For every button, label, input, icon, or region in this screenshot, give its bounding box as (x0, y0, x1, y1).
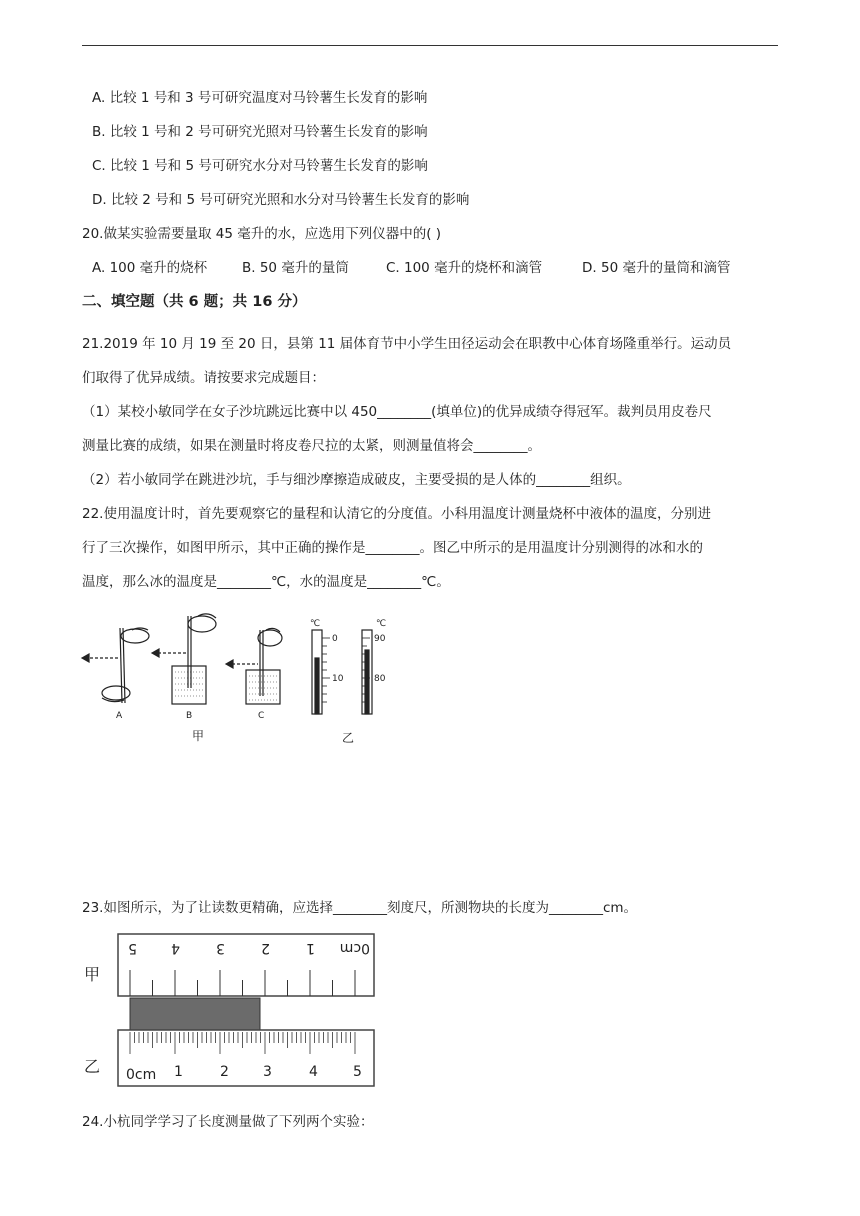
q20-option-a: A. 100 毫升的烧杯 (92, 260, 208, 276)
ruler-label-jia: 甲 (84, 965, 101, 984)
unit-c-right: ℃ (376, 619, 387, 629)
q20-options (92, 258, 772, 278)
operation-c (226, 628, 282, 704)
section-heading: 二、填空题（共 6 题；共 16 分） (82, 294, 307, 310)
jia-label-1: 1 (306, 940, 315, 956)
q21-line-3: （1）某校小敏同学在女子沙坑跳远比赛中以 450________(填单位)的优异成绩夺得冠军。裁判员用皮卷尺 (82, 404, 712, 420)
q20-option-b: B. 50 毫升的量筒 (242, 260, 349, 276)
label-b: B (186, 711, 193, 721)
q24-stem: 24.小杭同学学习了长度测量做了下列两个实验： (82, 1114, 374, 1130)
header-rule (82, 45, 778, 46)
label-c: C (258, 711, 265, 721)
jia-label-3: 3 (216, 940, 225, 956)
q21-line-1: 21.2019 年 10 月 19 至 20 日，县第 11 届体育节中小学生田径运动会在职教中心体育场隆重举行。运动员 (82, 336, 732, 352)
unit-c-left: ℃ (310, 619, 321, 629)
q19-option-d: D. 比较 2 号和 5 号可研究光照和水分对马铃薯生长发育的影响 (92, 192, 470, 208)
figure-label-jia: 甲 (192, 729, 205, 743)
thermometer-water (362, 630, 372, 714)
yi-label-3: 3 (263, 1064, 272, 1080)
q22-line-1: 22.使用温度计时，首先要观察它的量程和认清它的分度值。小科用温度计测量烧杯中液体的温度，分别进 (82, 506, 711, 522)
thermo2-tick-80: 80 (374, 674, 386, 684)
thermo1-tick-10: 10 (332, 674, 344, 684)
jia-label-5: 5 (128, 940, 137, 956)
q19-option-a: A. 比较 1 号和 3 号可研究温度对马铃薯生长发育的影响 (92, 90, 428, 106)
q22-line-3: 温度，那么冰的温度是________℃，水的温度是________℃。 (82, 574, 450, 590)
jia-label-0cm: 0cm (339, 940, 370, 956)
beaker-b-water (175, 672, 203, 696)
q21-line-2: 们取得了优异成绩。请按要求完成题目： (82, 370, 325, 386)
measured-block (130, 998, 260, 1032)
thermometer-figure (80, 608, 400, 748)
label-a: A (116, 711, 123, 721)
thermo2-tick-90: 90 (374, 634, 386, 644)
yi-label-4: 4 (309, 1064, 318, 1080)
thermo1-tick-0: 0 (332, 634, 338, 644)
q20-option-c: C. 100 毫升的烧杯和滴管 (386, 260, 543, 276)
yi-label-5: 5 (353, 1064, 362, 1080)
q22-line-2: 行了三次操作，如图甲所示，其中正确的操作是________。图乙中所示的是用温度计分别测得的冰和水的 (82, 540, 703, 556)
q19-option-c: C. 比较 1 号和 5 号可研究水分对马铃薯生长发育的影响 (92, 158, 428, 174)
figure-label-yi: 乙 (342, 731, 355, 745)
q21-line-5: （2）若小敏同学在跳进沙坑，手与细沙摩擦造成破皮，主要受损的是人体的________组织。 (82, 472, 631, 488)
yi-label-2: 2 (220, 1064, 229, 1080)
thermometer-ice (312, 630, 330, 714)
ruler-figure (82, 926, 382, 1092)
yi-label-0cm: 0cm (126, 1067, 157, 1083)
ruler-jia (118, 934, 374, 996)
q20-stem: 20.做某实验需要量取 45 毫升的水，应选用下列仪器中的( ) (82, 226, 442, 242)
q21-line-4: 测量比赛的成绩，如果在测量时将皮卷尺拉的太紧，则测量值将会________。 (82, 438, 541, 454)
ruler-label-yi: 乙 (84, 1057, 101, 1076)
jia-label-2: 2 (261, 940, 270, 956)
jia-label-4: 4 (171, 940, 180, 956)
operation-b (152, 614, 216, 704)
q19-option-b: B. 比较 1 号和 2 号可研究光照对马铃薯生长发育的影响 (92, 124, 428, 140)
ruler-yi (118, 1030, 374, 1086)
yi-label-1: 1 (174, 1064, 183, 1080)
q20-option-d: D. 50 毫升的量筒和滴管 (582, 260, 731, 276)
operation-a (82, 628, 149, 703)
q23-stem: 23.如图所示，为了让读数更精确，应选择________刻度尺，所测物块的长度为________cm。 (82, 900, 638, 916)
